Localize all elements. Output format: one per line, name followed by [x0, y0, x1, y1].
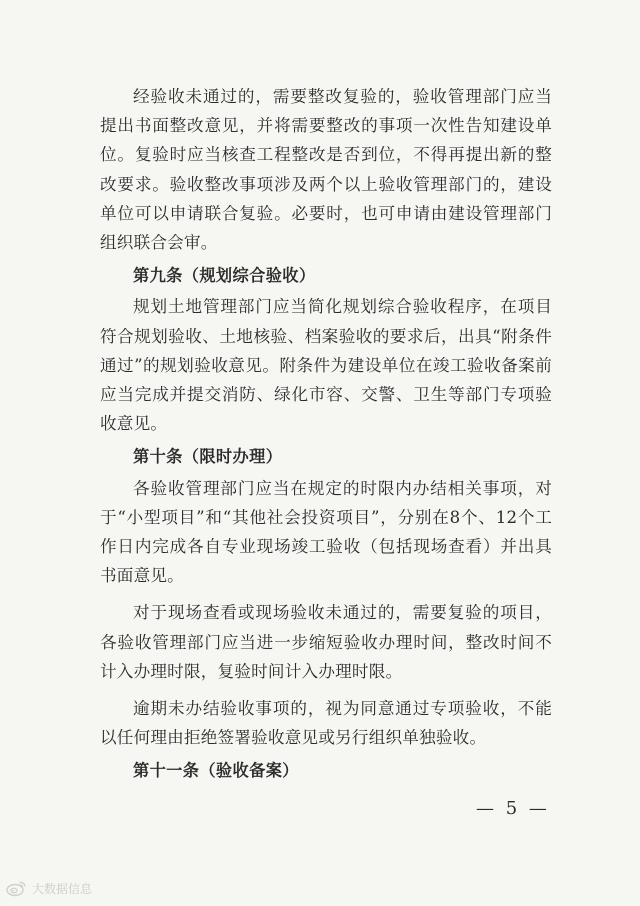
paragraph-recheck-time: 对于现场查看或现场验收未通过的，需要复验的项目，各验收管理部门应当进一步缩短验收办理时间，整改时间不计入办理时限，复验时间计入办理时限。 — [100, 603, 552, 681]
paragraph-planning-acceptance: 规划土地管理部门应当简化规划综合验收程序，在项目符合规划验收、土地核验、档案验收的要求后，出具“附条件通过”的规划验收意见。附条件为建设单位在竣工验收备案前应当完成并提交消防、绿化市容、交警、卫生等部门专项验收意见。 — [100, 297, 552, 434]
article-10-heading: 第十条（限时办理） — [133, 447, 283, 467]
watermark-text: 大数据信息 — [32, 881, 93, 896]
paragraph-rework-recheck: 经验收未通过的，需要整改复验的，验收管理部门应当提出书面整改意见，并将需要整改的事项一次性告知建设单位。复验时应当核查工程整改是否到位，不得再提出新的整改要求。验收整改事项涉及两个以上验收管理部门的，建设单位可以申请联合复验。必要时，也可申请由建设管理部门组织联合会审。 — [100, 87, 552, 253]
page-number: — 5 — — [476, 798, 550, 819]
paragraph-time-limit: 各验收管理部门应当在规定的时限内办结相关事项，对于“小型项目”和“其他社会投资项目”，分别在8个、12个工作日内完成各自专业现场竣工验收（包括现场查看）并出具书面意见。 — [100, 478, 552, 586]
paragraph-overdue: 逾期未办结验收事项的，视为同意通过专项验收，不能以任何理由拒绝签署验收意见或另行组织单独验收。 — [100, 699, 552, 748]
watermark — [6, 879, 92, 897]
article-11-heading: 第十一条（验收备案） — [133, 761, 299, 781]
document-body — [100, 82, 552, 786]
weibo-logo-icon — [6, 879, 28, 897]
article-9-heading: 第九条（规划综合验收） — [133, 266, 316, 286]
